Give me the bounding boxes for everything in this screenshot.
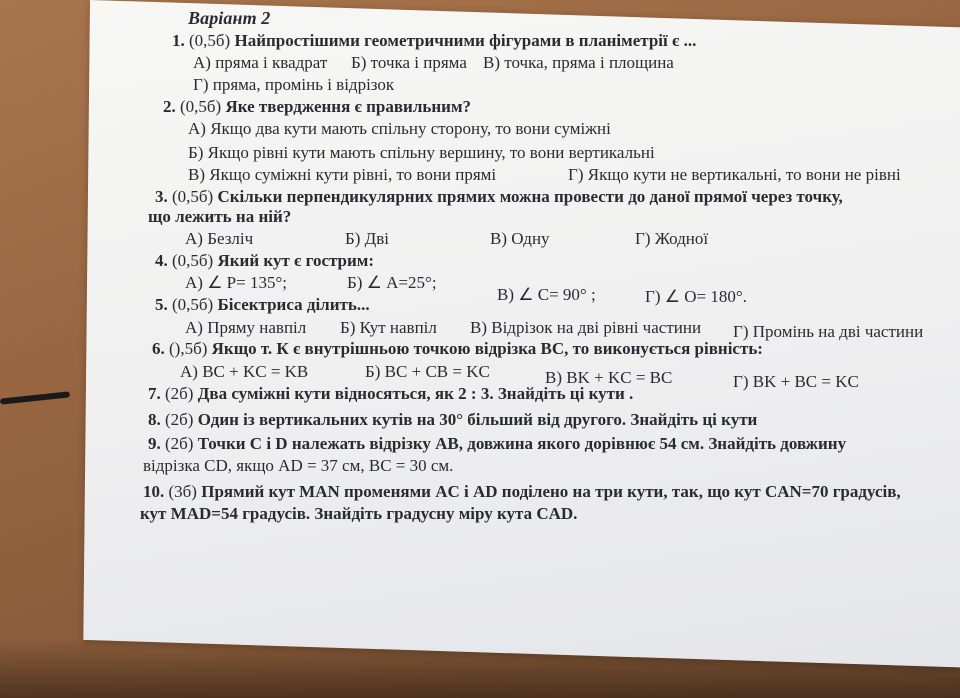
option-b: Б) точка і пряма	[351, 53, 467, 72]
question-number: 2.	[163, 97, 176, 116]
question-points: (2б)	[165, 434, 194, 453]
question-number: 9.	[148, 434, 161, 453]
question-points: (0,5б)	[172, 295, 214, 314]
question-text: Якщо т. К є внутрішньою точкою відрізка ВС, то виконується рівність:	[211, 339, 763, 358]
question-number: 3.	[155, 187, 168, 206]
option-b: Б) Кут навпіл	[340, 318, 437, 337]
question-number: 7.	[148, 384, 161, 403]
question-3-text-cont: що лежить на ній?	[148, 207, 292, 226]
option-a: А) Безліч	[185, 229, 254, 248]
option-a: А) ∠ P= 135°;	[185, 273, 287, 292]
question-number: 1.	[172, 31, 185, 50]
option-c: В) BK + KC = BC	[545, 368, 673, 387]
question-9	[148, 434, 846, 454]
option-d: Г) пряма, промінь і відрізок	[193, 75, 395, 94]
question-text: Яке твердження є правильним?	[225, 97, 472, 116]
question-points: (2б)	[165, 384, 194, 403]
question-points: (0,5б)	[172, 187, 214, 206]
question-points: (3б)	[168, 482, 197, 501]
question-points: (2б)	[165, 410, 194, 429]
question-number: 10.	[143, 482, 165, 501]
option-c: В) точка, пряма і площина	[483, 53, 674, 72]
option-a: А) BC + KC = KB	[180, 362, 309, 381]
option-b: Б) Якщо рівні кути мають спільну вершину, то вони вертикальні	[188, 143, 655, 162]
question-6	[152, 339, 763, 359]
question-10-text-cont: кут MAD=54 градусів. Знайдіть градусну міру кута CAD.	[140, 504, 578, 523]
question-text: Точки С і D належать відрізку АВ, довжина якого дорівнює 54 см. Знайдіть довжину	[197, 434, 847, 453]
option-c: В) Одну	[490, 229, 550, 248]
option-d: Г) Промінь на дві частини	[733, 322, 924, 341]
option-d: Г) Якщо кути не вертикальні, то вони не рівні	[568, 165, 901, 184]
option-b: Б) ∠ A=25°;	[347, 273, 437, 292]
option-d: Г) BK + BC = KC	[733, 372, 859, 391]
question-text: Найпростішими геометричними фігурами в планіметрії є ...	[234, 31, 697, 50]
variant-title: Варіант 2	[188, 8, 271, 28]
question-text: Бісектриса ділить...	[217, 295, 370, 314]
option-a: А) Якщо два кути мають спільну сторону, то вони суміжні	[188, 119, 611, 138]
option-c: В) ∠ C= 90° ;	[497, 285, 596, 304]
question-points: (),5б)	[169, 339, 208, 358]
option-d: Г) ∠ O= 180°.	[645, 287, 747, 306]
question-1	[172, 31, 696, 51]
option-a: А) Пряму навпіл	[185, 318, 307, 337]
option-c: В) Якщо суміжні кути рівні, то вони прямі	[188, 165, 497, 184]
question-number: 5.	[155, 295, 168, 314]
question-2	[163, 97, 471, 117]
option-c: В) Відрізок на дві рівні частини	[470, 318, 702, 337]
option-b: Б) Дві	[345, 229, 390, 248]
question-number: 6.	[152, 339, 165, 358]
question-points: (0,5б)	[180, 97, 222, 116]
option-a: А) пряма і квадрат	[193, 53, 328, 72]
question-text: Два суміжні кути відносяться, як 2 : 3. Знайдіть ці кути .	[197, 384, 634, 403]
question-text: Який кут є гострим:	[217, 251, 375, 270]
question-9-text-cont: відрізка CD, якщо AD = 37 см, BC = 30 см.	[143, 456, 454, 475]
question-4	[155, 251, 374, 271]
question-10	[143, 482, 901, 502]
question-3	[155, 187, 843, 207]
question-number: 8.	[148, 410, 161, 429]
question-number: 4.	[155, 251, 168, 270]
question-1-option-d	[193, 75, 394, 95]
question-5	[155, 295, 370, 315]
question-text: Прямий кут MAN променями AC і AD поділено на три кути, так, що кут CAN=70 градусів,	[201, 482, 901, 501]
option-b: Б) BC + CB = KC	[365, 362, 490, 381]
question-text: Один із вертикальних кутів на 30° більший від другого. Знайдіть ці кути	[197, 410, 758, 429]
question-text: Скільки перпендикулярних прямих можна провести до даної прямої через точку,	[217, 187, 843, 206]
question-points: (0,5б)	[172, 251, 214, 270]
question-8	[148, 410, 757, 430]
option-d: Г) Жодної	[635, 229, 709, 248]
question-7	[148, 384, 633, 404]
question-points: (0,5б)	[189, 31, 231, 50]
